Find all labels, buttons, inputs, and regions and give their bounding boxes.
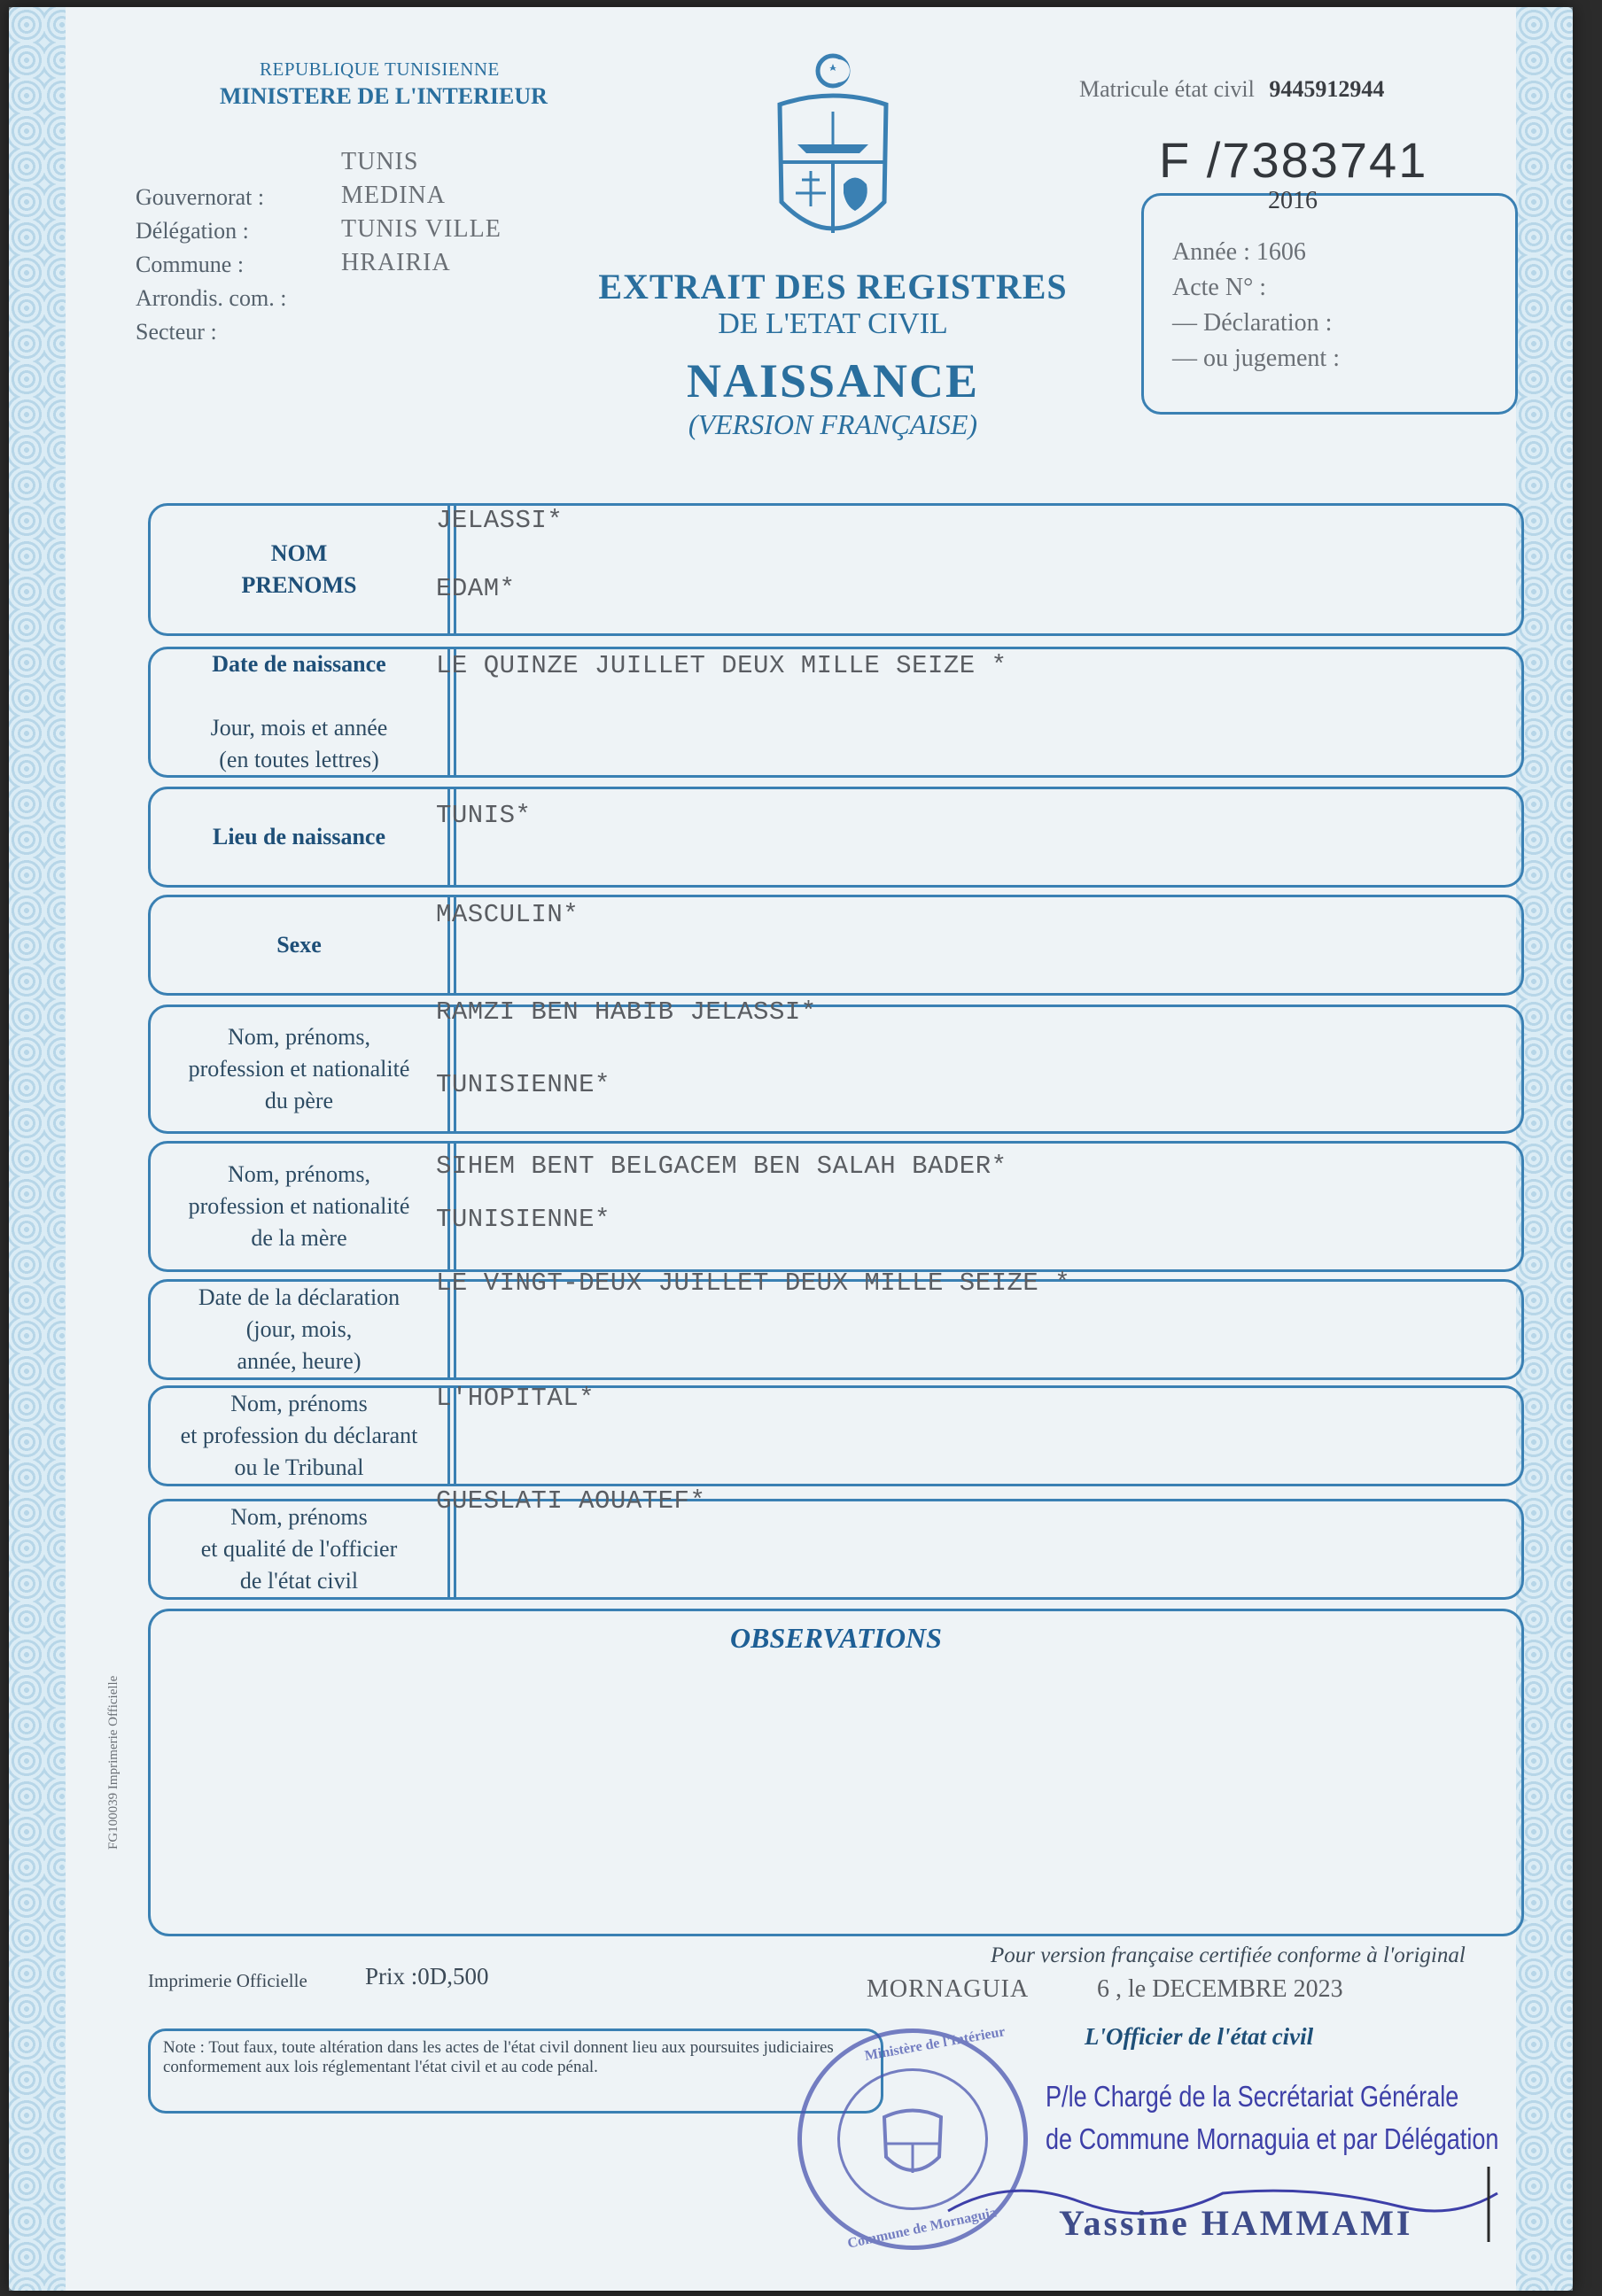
document-title: EXTRAIT DES REGISTRES [598,267,1068,306]
stamp-bottom-text: Commune de Mornaguia [846,2205,999,2252]
row-mother-nationality: TUNISIENNE* [436,1205,610,1234]
delegation-label: Délégation : [136,218,249,244]
signature-line-2: de Commune Mornaguia et par Délégation [1046,2122,1499,2155]
row-officer-value: GUESLATI AOUATEF* [436,1486,706,1516]
legal-note: Note : Tout faux, toute altération dans les actes de l'état civil donnent lieu aux poursuites judiciaires conformement aux lois réglementant l'état civil et au code pénal. [148,2028,883,2114]
row-name-label: NOM PRENOMS [241,540,357,598]
security-border-right [1516,7,1573,2291]
row-declarant [148,1385,1524,1486]
acte-year: 2016 [1268,187,1318,214]
row-sex [148,895,1524,996]
row-birthplace-value: TUNIS* [436,801,532,830]
republic-label: REPUBLIQUE TUNISIENNE [260,58,500,80]
row-name-firstname: EDAM* [436,574,516,603]
signature-line-1: P/le Chargé de la Secrétariat Générale [1046,2080,1459,2113]
matricule-label: Matricule état civil [1079,76,1255,102]
officer-title: L'Officier de l'état civil [1085,2023,1314,2050]
imprimerie-label: Imprimerie Officielle [148,1970,307,1991]
arrondissement-label: Arrondis. com. : [136,285,287,311]
version-label: (VERSION FRANÇAISE) [688,408,978,440]
tunisia-coat-of-arms-icon [771,51,895,255]
row-declaration-date-label: Date de la déclaration (jour, mois, année, heure) [198,1284,400,1374]
observations-title: OBSERVATIONS [730,1622,942,1654]
city-value: TUNIS [341,148,419,175]
observations-box [148,1609,1524,1936]
row-birthdate-label: Jour, mois et année (en toutes lettres) [210,715,388,772]
row-officer-label: Nom, prénoms et qualité de l'officier de l'état civil [200,1504,398,1594]
row-birthplace [148,787,1524,888]
row-name-surname: JELASSI* [436,506,564,535]
stamp-emblem-icon [877,2104,948,2188]
row-birthdate-value: LE QUINZE JUILLET DEUX MILLE SEIZE * [436,651,1007,680]
governorate-label: Gouvernorat : [136,184,265,210]
serial-number: F /7383741 [1159,132,1428,188]
document-paper [9,7,1573,2291]
commune-label: Commune : [136,252,245,277]
row-father-nationality: TUNISIENNE* [436,1070,610,1099]
row-birthplace-label: Lieu de naissance [212,824,386,849]
row-father [148,1004,1524,1134]
price-label: Prix :0D,500 [365,1963,489,1990]
row-officer [148,1499,1524,1600]
document-type: NAISSANCE [686,354,980,407]
row-sex-label: Sexe [276,932,322,958]
row-declarant-value: L'HOPITAL* [436,1384,595,1413]
row-birthdate-title: Date de naissance [212,651,386,677]
row-mother-label: Nom, prénoms, profession et nationalité de la mère [188,1161,410,1251]
delegation-value: TUNIS VILLE [341,215,502,243]
row-declarant-label: Nom, prénoms et profession du déclarant ou le Tribunal [180,1391,418,1480]
jugement-label: — ou jugement : [1172,345,1340,372]
row-mother-name: SIHEM BENT BELGACEM BEN SALAH BADER* [436,1152,1007,1181]
document-subtitle: DE L'ETAT CIVIL [718,307,948,340]
row-father-label: Nom, prénoms, profession et nationalité du père [188,1024,410,1113]
certified-label: Pour version française certifiée conforme à l'original [991,1943,1466,1967]
governorate-value: MEDINA [341,182,446,209]
row-father-name: RAMZI BEN HABIB JELASSI* [436,997,817,1027]
security-border-left [9,7,66,2291]
side-print: FG100039 Imprimerie Officielle [106,1675,121,1850]
commune-value: HRAIRIA [341,249,451,276]
stamp-top-text: Ministère de l'Intérieur [863,2024,1007,2064]
place-label: MORNAGUIA [867,1975,1030,2003]
acte-box [1141,187,1518,415]
signer-name: Yassine HAMMAMI [1059,2203,1413,2243]
row-declaration-date-value: LE VINGT-DEUX JUILLET DEUX MILLE SEIZE * [436,1268,1071,1298]
declaration-label: — Déclaration : [1172,309,1333,337]
ministry-label: MINISTERE DE L'INTERIEUR [220,83,548,109]
issue-date: 6 , le DECEMBRE 2023 [1097,1975,1343,2003]
acte-number-label: Acte N° : [1172,274,1267,301]
matricule-value: 9445912944 [1269,76,1385,102]
row-sex-value: MASCULIN* [436,900,579,929]
secteur-label: Secteur : [136,319,217,345]
annee-label: Année : 1606 [1172,238,1306,266]
